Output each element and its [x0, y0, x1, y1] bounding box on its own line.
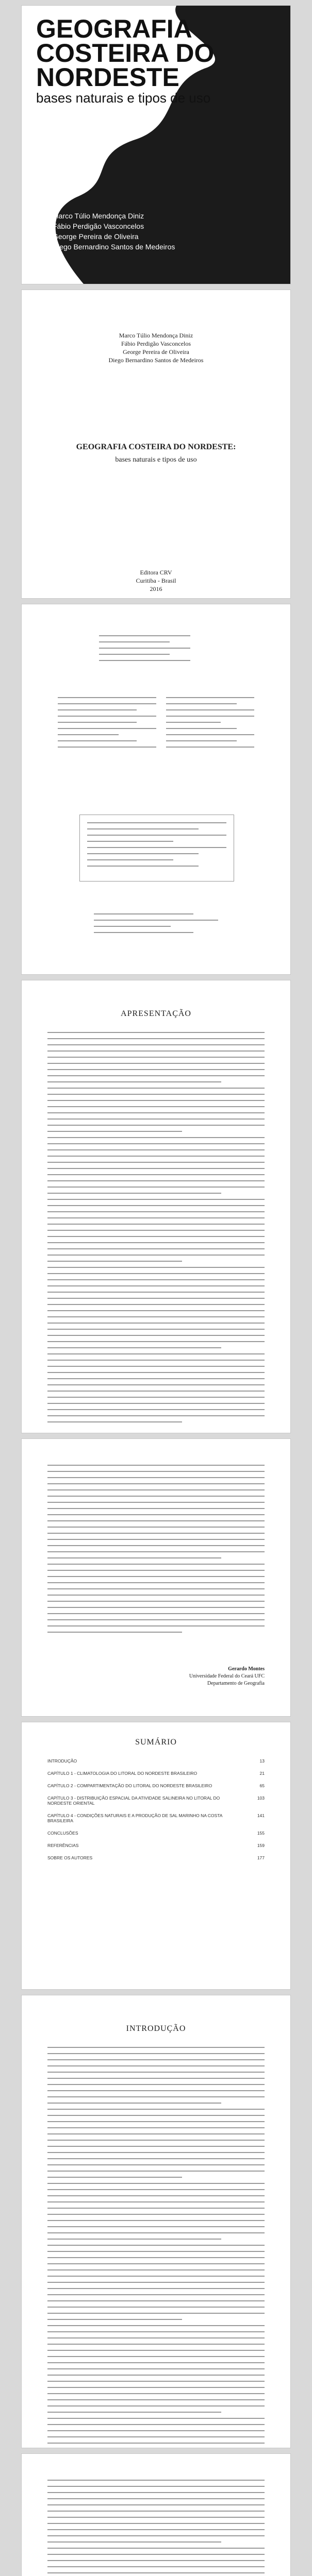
cover-authors: Marco Túlio Mendonça Diniz Fábio Perdigão Vasconcelos George Pereira de Oliveira Diego Bernardino Santos de Medeiros [53, 212, 175, 251]
credits-block [99, 635, 213, 666]
section-heading-sumario: SUMÁRIO [135, 1738, 177, 1747]
book-title: GEOGRAFIA COSTEIRA DO NORDESTE: [76, 443, 236, 451]
introducao-page-2 [21, 2453, 291, 2576]
toc-entry[interactable]: REFERÊNCIAS 159 [47, 1843, 265, 1848]
table-of-contents [47, 1758, 265, 1868]
presentation-signature: Gerardo Montes Universidade Federal do Ceará UFC Departamento de Geografia [189, 1666, 265, 1686]
toc-entry[interactable]: SOBRE OS AUTORES 177 [47, 1855, 265, 1860]
copyright-notice [94, 913, 218, 938]
section-heading-apresentacao: APRESENTAÇÃO [121, 1009, 191, 1018]
credits-page [21, 604, 291, 975]
toc-entry[interactable]: CAPÍTULO 3 - DISTRIBUIÇÃO ESPACIAL DA ATIVIDADE SALINEIRA NO LITORAL DO NORDESTE ORIENTAL 103 [47, 1795, 265, 1806]
sumario-page [21, 1722, 291, 1990]
toc-entry[interactable]: CONCLUSÕES 155 [47, 1831, 265, 1836]
publisher-info: Editora CRV Curitiba - Brasil 2016 [136, 569, 176, 592]
apresentacao-page-2 [21, 1438, 291, 1717]
cover-page [21, 5, 291, 284]
introducao-body [47, 2047, 265, 2448]
apresentacao-body-continued [47, 1465, 265, 1638]
editorial-board [58, 697, 156, 753]
section-heading-introducao: INTRODUÇÃO [126, 2024, 186, 2033]
toc-entry[interactable]: INTRODUÇÃO 13 [47, 1758, 265, 1764]
apresentacao-page [21, 980, 291, 1433]
cataloging-record [79, 815, 234, 882]
apresentacao-body [47, 1032, 265, 1428]
toc-entry[interactable]: CAPÍTULO 4 - CONDIÇÕES NATURAIS E A PRODUÇÃO DE SAL MARINHO NA COSTA BRASILEIRA 141 [47, 1813, 265, 1823]
scientific-committee [166, 697, 254, 753]
toc-entry[interactable]: CAPÍTULO 2 - COMPARTIMENTAÇÃO DO LITORAL DO NORDESTE BRASILEIRO 65 [47, 1783, 265, 1788]
title-authors: Marco Túlio Mendonça Diniz Fábio Perdigão Vasconcelos George Pereira de Oliveira Diego Bernardino Santos de Medeiros [108, 332, 204, 364]
introducao-body-continued [47, 2480, 265, 2576]
book-subtitle: bases naturais e tipos de uso [115, 456, 197, 464]
cover-subtitle: bases naturais e tipos de uso [36, 90, 211, 106]
cover-title: GEOGRAFIA COSTEIRA DO NORDESTE [36, 14, 215, 92]
introducao-page [21, 1995, 291, 2448]
title-page [21, 290, 291, 599]
toc-entry[interactable]: CAPÍTULO 1 - CLIMATOLOGIA DO LITORAL DO NORDESTE BRASILEIRO 21 [47, 1771, 265, 1776]
